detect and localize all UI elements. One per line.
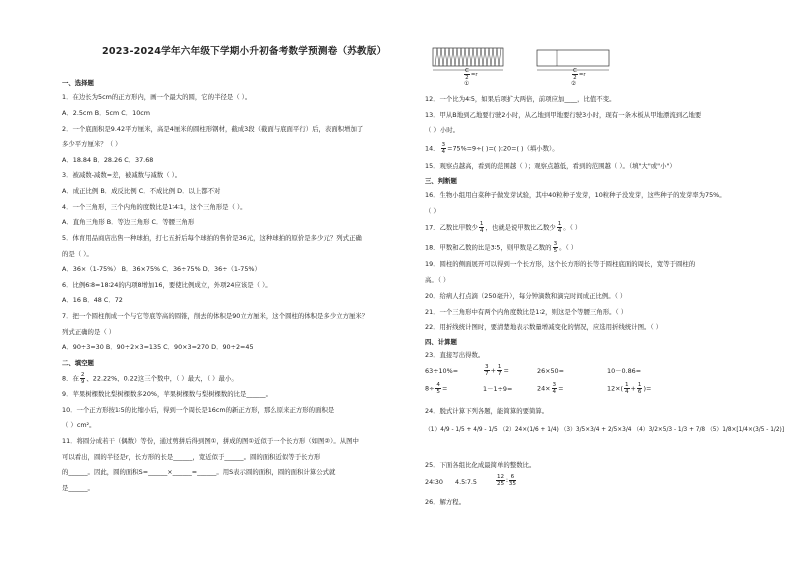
page-title: 2023-2024学年六年级下学期小升初备考数学预测卷（苏教版） [102,46,387,57]
ratio-item [495,474,517,487]
denominator: 7 [497,371,502,377]
question-8-prefix: 8．在 [62,374,79,383]
denominator: 5 [436,389,440,395]
denominator: 25 [497,481,505,487]
section-heading: 三、判断题 [425,177,457,185]
question-17-prefix: 17．乙数比甲数少 [425,223,478,232]
section-heading: 一、选择题 [62,79,94,87]
question-5-options: A．36×（1-75%） B．36×75% C．36÷75% D．36÷（1-75%） [62,265,261,273]
calc-text: 12×( [607,384,623,393]
section-heading: 二、填空题 [62,359,94,367]
fraction [497,364,503,377]
question-24: 24．脱式计算下列各题，能简算的要简算。 [425,407,549,415]
question-11-cont: 的______。因此，圆的面积S=______×______=______。用S表示圆的面积，圆的面积计算公式就 [62,468,336,476]
question-4: 4．一个三角形，三个内角的度数比是1∶4∶1，这个三角形是（ ）。 [62,203,247,211]
denominator: 4 [624,389,629,395]
fraction [484,364,490,377]
question-4-options: A．直角三角形 B．等边三角形 C．等腰三角形 [62,218,195,226]
question-10: 10．一个正方形按1∶5的比缩小后，得到一个周长是16cm的新正方形，那么原来正方形的面积是 [62,406,335,414]
figure-2-marker: ② [571,81,577,87]
numerator: C [465,68,469,74]
question-3-options: A．成正比例 B．成反比例 C．不成比例 D．以上都不对 [62,187,221,195]
fraction [496,474,505,487]
ratio-item: 4.5∶7.5 [455,478,477,486]
denominator: 7 [485,371,489,377]
numerator: 3 [552,382,557,388]
question-18 [425,241,577,254]
calc-item: 10－0.86= [607,367,642,375]
denominator: 4 [557,228,562,234]
question-8-text: 、22.22%、0.22这三个数中，（ ）最大，（ ）最小。 [86,374,238,383]
calc-item: 26×50= [537,367,564,375]
question-11-cont: 是______。 [62,484,94,492]
section-heading: 四、计算题 [425,338,457,346]
equals: = [503,366,509,375]
ratio-sign: ∶ [506,476,508,485]
fraction [435,382,441,395]
question-17 [425,221,581,234]
fraction [479,221,485,234]
question-11-cont: 可以看出，圆的半径是r，长方形的长是______，宽近似于______。圆的面积近似等于长方形 [62,453,321,461]
figure-2-tail: =r [578,72,586,78]
numerator: 1 [624,382,629,388]
ratio-item: 24∶30 [425,478,443,486]
fraction [637,382,643,395]
equals: )= [643,384,652,393]
calc-item [425,382,447,395]
question-1: 1．在边长为5cm的正方形内，画一个最大的圆，它的半径是（ ）。 [62,93,252,101]
question-19-cont: 高。（ ） [425,276,450,284]
question-14-prefix: 14． [425,144,440,153]
calc-text: 8÷ [425,384,435,393]
numerator: 2 [80,372,85,378]
calc-item: 1－1÷9= [483,385,513,393]
denominator: 5 [553,248,558,254]
question-13-cont: （ ）小时。 [425,126,459,134]
question-13: 13．甲从B地到乙地要行驶2小时，从乙地到甲地要行驶3小时，现有一条木板从甲地漂流到乙地要 [425,111,702,119]
denominator: 4 [552,389,557,395]
numerator: 3 [553,241,558,247]
numerator: 1 [557,221,562,227]
numerator: 12 [497,474,505,480]
fraction [509,474,516,487]
fraction [553,241,559,254]
fraction [624,382,630,395]
question-16: 16．生物小组用白菜种子做发芽试验，其中40粒种子发芽，10粒种子没发芽，这些种子的发芽率为75%。 [425,191,726,199]
question-15: 15．观察点越高，看到的范围越（ ）；观察点越低，看到的范围越（ ）。（填"大"或"小"） [425,162,676,170]
calc-item [537,382,563,395]
denominator: 6 [637,389,642,395]
question-19: 19．圆柱的侧面展开可以得到一个长方形，这个长方形的长等于圆柱底面的周长，宽等于圆柱的 [425,260,696,268]
question-14-text: =75%=9÷( )=( ):20=( )（填小数）。 [447,144,559,153]
question-14 [425,142,559,155]
numerator: 3 [441,142,446,148]
question-25: 25．下面各组比化成最简单的整数比。 [425,461,536,469]
denominator: 2 [465,75,469,81]
question-16-cont: （ ） [425,207,440,215]
question-20: 20．给病人打点滴（250毫升），每分钟滴数和滴完时间成正比例。（ ） [425,292,627,300]
question-11: 11．将圆分成若干（偶数）等份，通过剪拼后得到图①，拼成的图①近似于一个长方形（如图②）。从图中 [62,437,359,445]
question-24-items: （1）4/9 - 1/5 + 4/9 - 1/5 （2）24×(1/6 + 1/4) （3）3/5×3/4 + 2/5×3/4 （4）3/2×5/3 - 1/3 + 7/8 （5）1/8×[1/4×(3/5 - 1/2)] [425,427,785,433]
question-8 [62,372,238,385]
question-18-prefix: 18．甲数和乙数的比是3∶5，则甲数是乙数的 [425,243,552,252]
denominator: 35 [508,481,516,487]
question-22: 22．用折线统计图时，要清楚地表示数量增减变化的情况，应选用折线统计图。（ ） [425,323,663,331]
question-5-cont: 的是（ ）。 [62,250,93,258]
numerator: 3 [485,364,489,370]
fraction [80,372,86,385]
question-5: 5．体育用品商店出售一种球拍，打七五折后每个球拍的售价是36元，这种球拍的原价是多少元？列式正确 [62,234,362,242]
numerator: 1 [479,221,484,227]
denominator: 9 [80,379,85,385]
question-9: 9．苹果树棵数比梨树棵数多20%，苹果树棵数与梨树棵数的比是______。 [62,390,272,398]
calc-item [607,382,651,395]
figure-1-marker: ① [464,81,470,87]
question-12: 12．一个比为4∶5，如果后项扩大两倍，前项应加____，比值不变。 [425,95,616,103]
question-7: 7．把一个圆柱削成一个与它等底等高的圆锥，削去的体积是90立方厘米，这个圆柱的体积是多少立方厘米？ [62,312,369,320]
plus: + [630,384,636,393]
question-10-cont: （ ）cm²。 [62,421,96,429]
calc-item: 63÷10%= [425,367,459,375]
calc-item: $\frac{3}{7}$ + $\frac{1}{7}$ = [485,364,509,377]
question-21: 21．一个三角形中有两个内角度数比是1∶2，则这是个等腰三角形。（ ） [425,308,628,316]
question-26: 26．解方程。 [425,498,466,506]
fraction [557,221,563,234]
equals: = [558,384,564,393]
numerator: 1 [637,382,642,388]
numerator: 4 [436,382,440,388]
denominator: 4 [441,149,446,155]
fraction [441,142,447,155]
figure-1-tail: =r [470,72,478,78]
equals: = [441,384,448,393]
question-17-tail: 。（ ） [563,223,582,232]
numerator: 1 [497,364,502,370]
numerator: 6 [510,474,515,480]
question-6: 6．比例6∶8=18∶24的内项8增加16，要使比例成立，外项24应该是（ ）。 [62,281,272,289]
question-7-cont: 列式正确的是（ ） [62,328,116,336]
question-18-tail: 。（ ） [559,243,578,252]
rectangle-approximation-diagram [425,44,615,90]
question-2: 2．一个底面积是9.42平方厘米，高是4厘米的圆柱形钢材，截成3段（截面与底面平行）后，表面积增加了 [62,125,364,133]
question-6-options: A．16 B．48 C．72 [62,296,123,304]
question-7-options: A．90÷3=30 B．90÷2×3=135 C．90×3=270 D．90÷2=45 [62,343,254,351]
calc-text: 24× [537,384,551,393]
question-17-text: ，也就是说甲数比乙数少 [485,223,556,232]
circle-rearrangement-figure [425,44,615,90]
question-2-cont: 多少平方厘米？（ ） [62,140,122,148]
question-23: 23．直接写出得数。 [425,351,485,359]
denominator: 2 [573,75,577,81]
question-3: 3．被减数-减数=差，被减数与减数（ ）。 [62,171,182,179]
denominator: 4 [479,228,484,234]
fraction [552,382,558,395]
question-1-options: A．2.5cm B．5cm C．10cm [62,109,151,117]
numerator: C [573,68,577,74]
question-2-options: A．18.84 B．28.26 C．37.68 [62,156,154,164]
